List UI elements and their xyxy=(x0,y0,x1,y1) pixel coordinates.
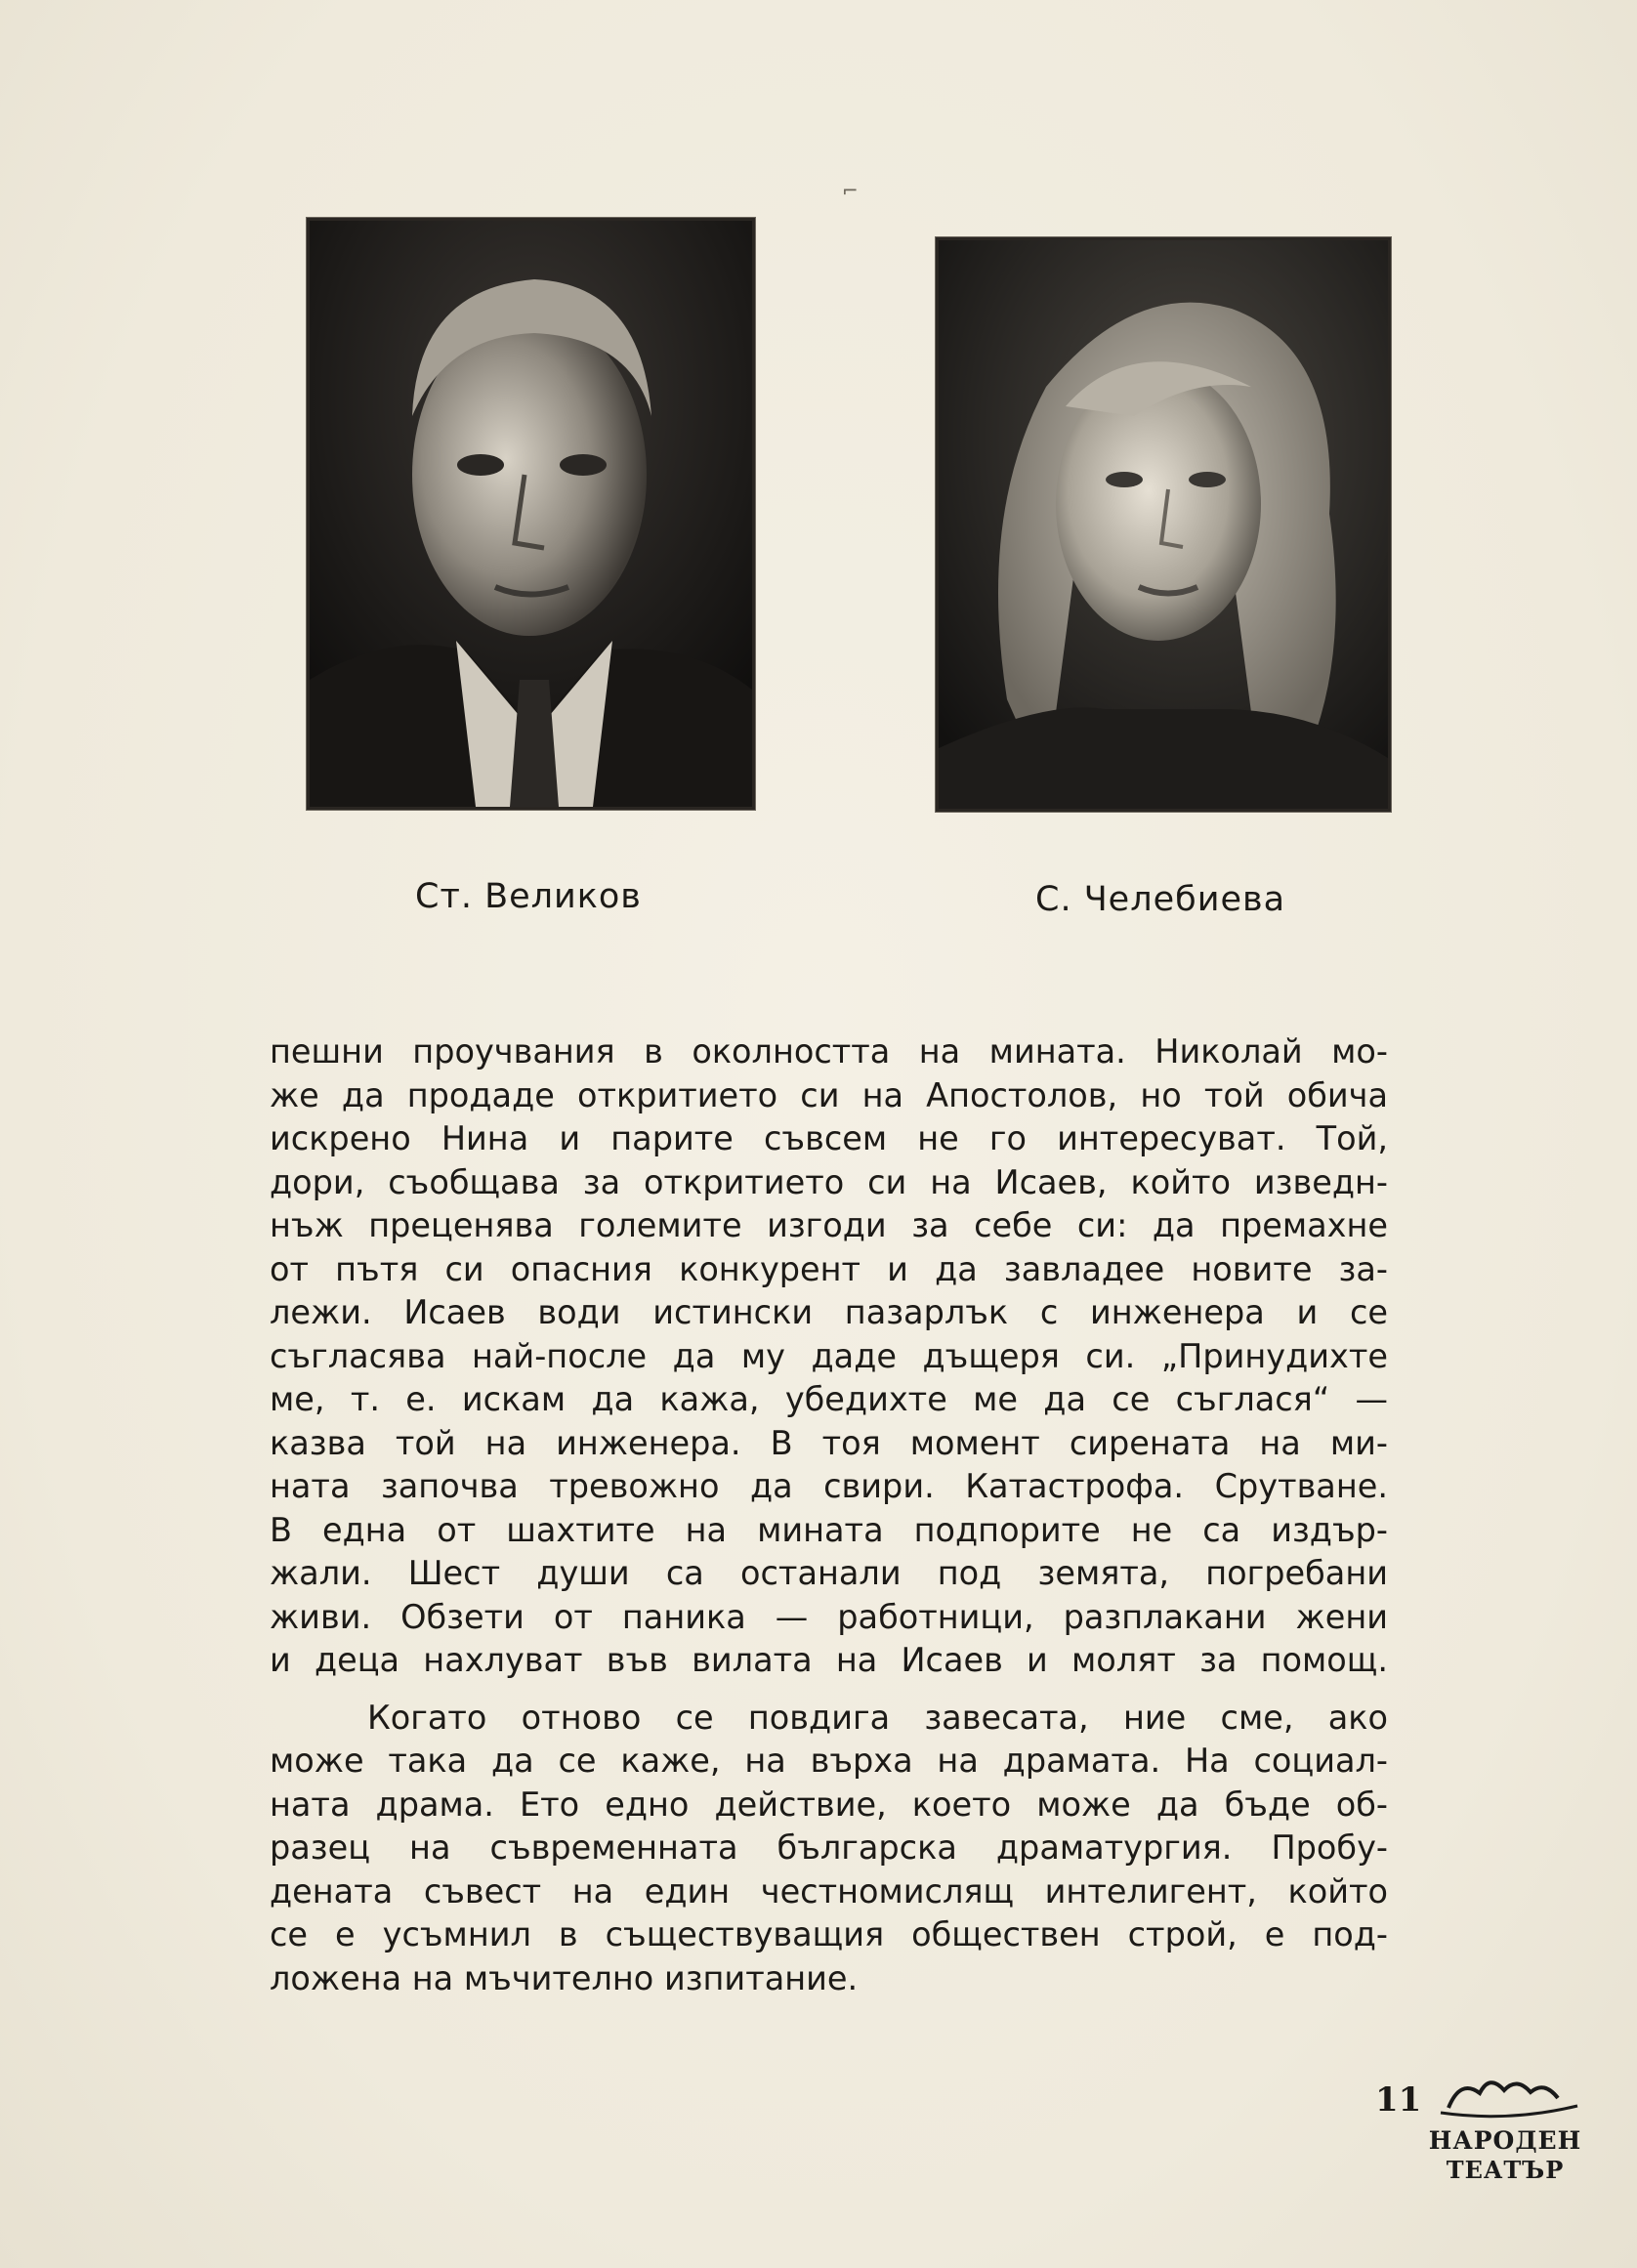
text-line: дори, съобщава за откритието си на Исаев, който изведн- xyxy=(270,1162,1388,1201)
text-line: може така да се каже, на върха на драмата. На социал- xyxy=(270,1742,1388,1780)
logo-line1: НАРОДЕН xyxy=(1428,2126,1582,2155)
text-line: се е усъмнил в съществуващия обществен строй, е под- xyxy=(270,1915,1388,1953)
text-line: Когато отново се повдига завесата, ние сме, ако xyxy=(367,1698,1388,1737)
national-theatre-logo xyxy=(1421,2069,1589,2194)
text-line: казва той на инженера. В тоя момент сирената на ми- xyxy=(270,1423,1388,1462)
logo-line2: ТЕАТЪР xyxy=(1446,2156,1565,2184)
caption-right: С. Челебиева xyxy=(1035,880,1286,919)
text-line: и деца нахлуват във вилата на Исаев и молят за помощ. xyxy=(270,1641,1388,1679)
page-number: 11 xyxy=(1375,2080,1422,2120)
text-line: съгласява най-после да му даде дъщеря си. „Принудихте xyxy=(270,1336,1388,1375)
text-line: жали. Шест души са останали под земята, погребани xyxy=(270,1554,1388,1592)
text-line: живи. Обзети от паника — работници, разплакани жени xyxy=(270,1597,1388,1636)
portrait-woman-image xyxy=(939,240,1388,809)
portrait-photo-left xyxy=(307,218,755,810)
print-mark: ⌐ xyxy=(842,179,859,202)
text-line: от пътя си опасния конкурент и да завладее новите за- xyxy=(270,1249,1388,1288)
caption-left: Ст. Великов xyxy=(415,877,642,916)
portrait-man-image xyxy=(310,221,752,807)
text-line: В една от шахтите на мината подпорите не са издър- xyxy=(270,1510,1388,1549)
text-line: ложена на мъчително изпитание. xyxy=(270,1958,859,1997)
text-line: разец на съвременната българска драматургия. Пробу- xyxy=(270,1828,1388,1867)
text-line: пешни проучвания в околността на мината. Николай мо- xyxy=(270,1032,1388,1071)
text-line: дената съвест на един честномислящ интелигент, който xyxy=(270,1871,1388,1911)
text-line: лежи. Исаев води истински пазарлък с инженера и се xyxy=(270,1293,1388,1331)
text-line: ната започва тревожно да свири. Катастрофа. Срутване. xyxy=(270,1467,1388,1505)
logo-signature-stroke xyxy=(1448,2082,1558,2108)
text-line: нъж преценява големите изгоди за себе си: да премахне xyxy=(270,1206,1388,1244)
text-line: же да продаде откритието си на Апостолов, но той обича xyxy=(270,1075,1388,1114)
text-line: искрено Нина и парите съвсем не го интересуват. Той, xyxy=(270,1119,1388,1157)
text-line: ме, т. е. искам да кажа, убедихте ме да се съглася“ — xyxy=(270,1380,1388,1418)
text-line: ната драма. Ето едно действие, което може да бъде об- xyxy=(270,1785,1388,1824)
portrait-photo-right xyxy=(936,237,1391,812)
article-body xyxy=(270,1030,1388,2000)
